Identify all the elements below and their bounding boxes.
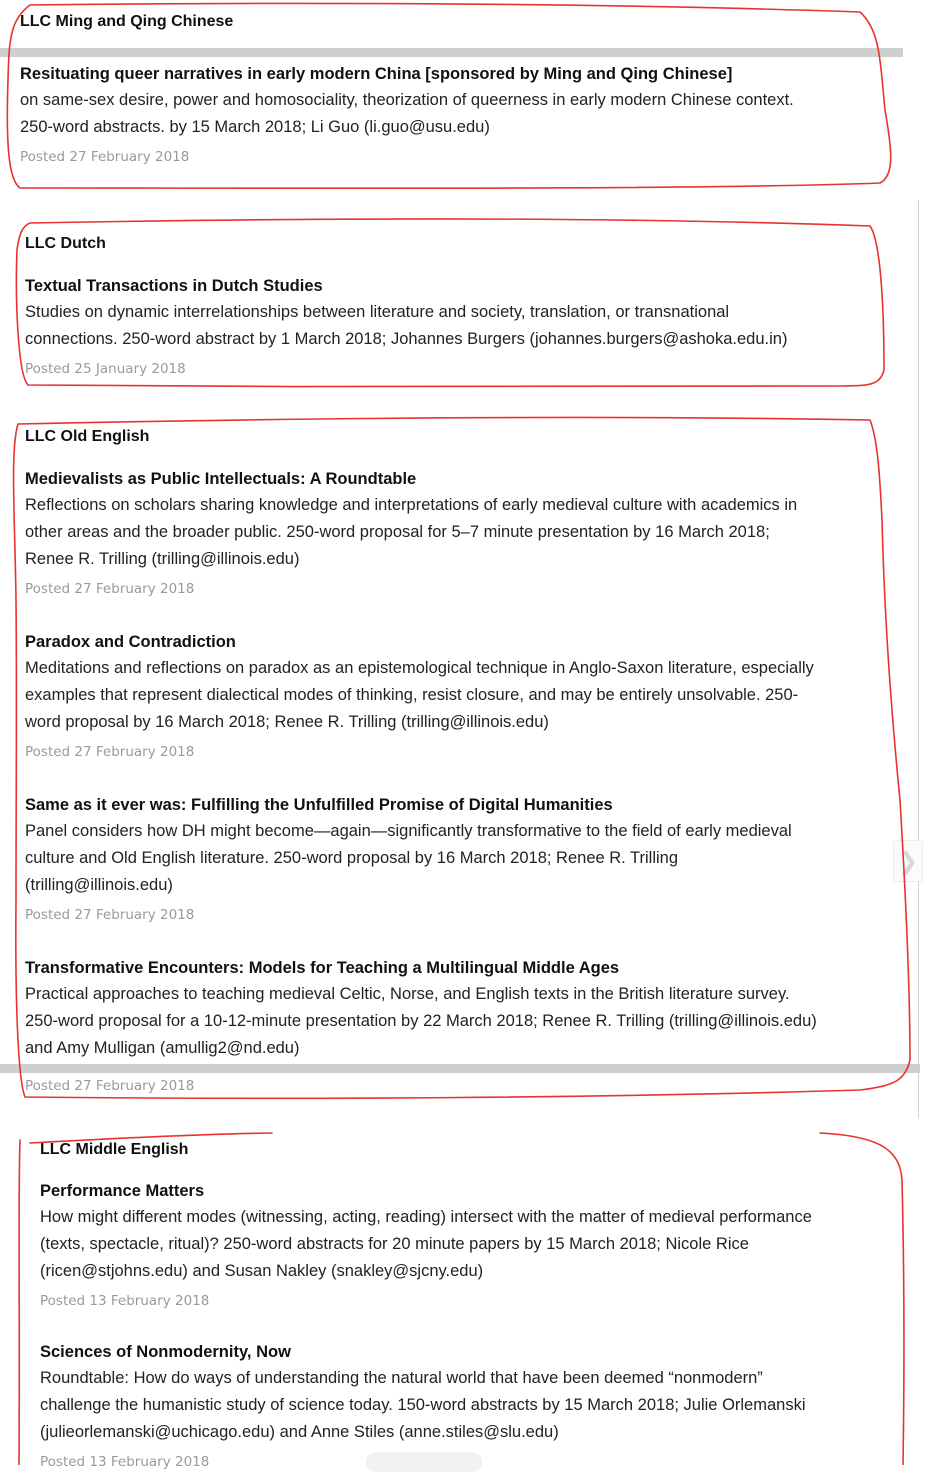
entry-date: Posted 13 February 2018	[40, 1293, 210, 1309]
list-item	[25, 466, 895, 601]
group-title: LLC Dutch	[25, 235, 106, 252]
list-item	[25, 792, 895, 927]
floating-pill[interactable]	[366, 1452, 482, 1472]
entry-description: Reflections on scholars sharing knowledge and interpretations of early medieval culture with academics in other areas and the broader public. 250-word proposal for 5–7 minute presentation by 16 March 2018; Renee R. Trilling (trilling@illinois.edu)	[25, 496, 798, 568]
entry-description: on same-sex desire, power and homosociality, theorization of queerness in early modern Chinese context. 250-word abstracts. by 15 March 2018; Li Guo (li.guo@usu.edu)	[20, 91, 794, 136]
list-item	[40, 1178, 910, 1313]
group-title: LLC Old English	[25, 428, 150, 445]
list-item	[25, 955, 895, 1098]
entry-title[interactable]: Medievalists as Public Intellectuals: A Roundtable	[25, 470, 417, 488]
entry-title[interactable]: Transformative Encounters: Models for Teaching a Multilingual Middle Ages	[25, 959, 620, 977]
entry-description: How might different modes (witnessing, acting, reading) intersect with the matter of medieval performance (texts, spectacle, ritual)? 250-word abstracts for 20 minute papers by 15 March 2018; Nicole Rice (ricen@stjohns.edu) and Susan Nakley (snakley@sjcny.edu)	[40, 1208, 812, 1280]
entry-description: Meditations and reflections on paradox as an epistemological technique in Anglo-Saxon literature, especially examples that represent dialectical modes of thinking, resist closure, and may be entirely unsolvable. 250- word proposal by 16 March 2018; Renee R. Trilling (trilling@illinois.edu)	[25, 659, 814, 731]
entry-date: Posted 27 February 2018	[25, 744, 195, 760]
entry-date: Posted 27 February 2018	[25, 907, 195, 923]
list-item	[20, 61, 890, 169]
entry-date: Posted 27 February 2018	[20, 149, 190, 165]
list-item	[25, 629, 895, 764]
entry-date: Posted 27 February 2018	[25, 581, 195, 597]
section-divider	[0, 48, 903, 57]
entry-description: Practical approaches to teaching medieval Celtic, Norse, and English texts in the British literature survey. 250-word proposal for a 10-12-minute presentation by 22 March 2018; Renee R. Trilling (trilling@illinois.edu) and Amy Mulligan (amullig2@nd.edu)	[25, 985, 817, 1057]
entry-title[interactable]: Sciences of Nonmodernity, Now	[40, 1343, 291, 1361]
entry-title[interactable]: Performance Matters	[40, 1182, 205, 1200]
entry-date: Posted 13 February 2018	[40, 1454, 210, 1470]
entry-description: Panel considers how DH might become—again—significantly transformative to the field of early medieval culture and Old English literature. 250-word proposal by 16 March 2018; Renee R. Trilling (trilling@illinois.edu)	[25, 822, 792, 894]
chevron-right-icon: ❯	[897, 847, 919, 875]
next-page-button[interactable]	[893, 840, 923, 882]
group-title: LLC Ming and Qing Chinese	[20, 13, 234, 30]
list-item	[25, 273, 895, 381]
entry-title[interactable]: Same as it ever was: Fulfilling the Unfulfilled Promise of Digital Humanities	[25, 796, 613, 814]
group-title: LLC Middle English	[40, 1141, 189, 1158]
entry-title[interactable]: Paradox and Contradiction	[25, 633, 236, 651]
entry-date: Posted 27 February 2018	[25, 1078, 195, 1094]
entry-title[interactable]: Resituating queer narratives in early modern China [sponsored by Ming and Qing Chinese]	[20, 65, 733, 83]
scroll-edge-line	[918, 200, 919, 1118]
entry-title[interactable]: Textual Transactions in Dutch Studies	[25, 277, 323, 295]
entry-description: Studies on dynamic interrelationships between literature and society, translation, or transnational connections. 250-word abstract by 1 March 2018; Johannes Burgers (johannes.burgers@ashoka.edu.in)	[25, 303, 788, 348]
entry-description: Roundtable: How do ways of understanding the natural world that have been deemed “nonmodern” challenge the humanistic study of science today. 150-word abstracts by 15 March 2018; Julie Orlemanski (julieorlemanski@uchicago.edu) and Anne Stiles (anne.stiles@slu.edu)	[40, 1369, 806, 1441]
entry-date: Posted 25 January 2018	[25, 361, 186, 377]
